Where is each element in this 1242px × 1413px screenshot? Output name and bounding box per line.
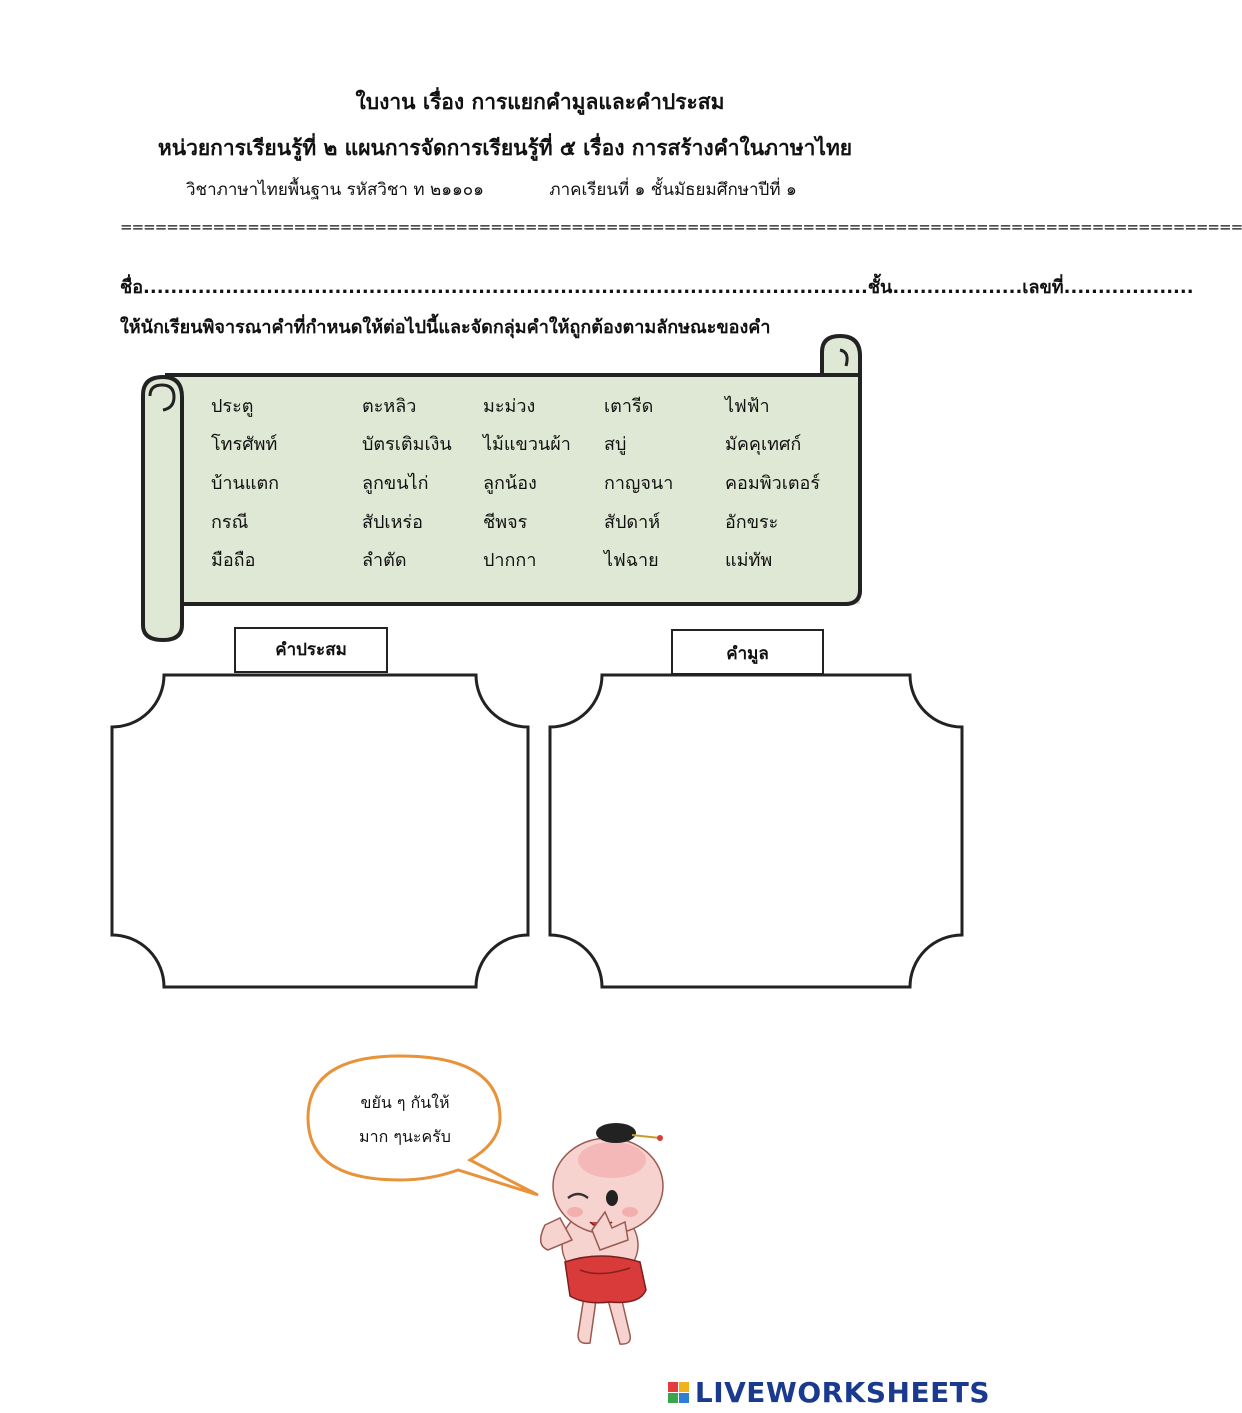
- course-code: วิชาภาษาไทยพื้นฐาน รหัสวิชา ท ๒๑๑๐๑: [186, 180, 484, 200]
- word-item: มือถือ: [211, 550, 256, 571]
- divider-line: =================================================================================================: [120, 218, 1242, 236]
- word-item: อักขระ: [725, 512, 779, 533]
- word-item: สัปดาห์: [604, 512, 661, 533]
- speech-line-1: ขยัน ๆ กันให้: [360, 1093, 450, 1112]
- word-item: ประตู: [211, 396, 254, 417]
- word-item: ปากกา: [483, 550, 537, 571]
- instruction-text: ให้นักเรียนพิจารณาคำที่กำหนดให้ต่อไปนี้และจัดกลุ่มคำให้ถูกต้องตามลักษณะของคำ: [120, 317, 771, 338]
- word-item: มะม่วง: [483, 396, 536, 417]
- word-item: ไฟฉาย: [604, 550, 659, 571]
- student-info-line: ชื่อ..........................................................................................................ชั้น...................เลขที่...................: [120, 277, 1194, 298]
- word-item: ตะหลิว: [362, 396, 417, 417]
- word-item: บัตรเติมเงิน: [362, 434, 452, 455]
- word-item: สัปเหร่อ: [362, 512, 423, 533]
- worksheet-subtitle: หน่วยการเรียนรู้ที่ ๒ แผนการจัดการเรียนรู้ที่ ๕ เรื่อง การสร้างคำในภาษาไทย: [157, 136, 853, 160]
- word-item: กรณี: [211, 512, 249, 533]
- word-item: ไฟฟ้า: [725, 396, 770, 417]
- speech-line-2: มาก ๆนะครับ: [359, 1127, 451, 1146]
- logo-badge-icon: [668, 1382, 689, 1403]
- word-item: โทรศัพท์: [211, 434, 278, 455]
- simple-word-label: คำมูล: [671, 629, 824, 675]
- word-item: ชีพจร: [483, 512, 528, 533]
- liveworksheets-logo: [668, 1376, 990, 1409]
- word-item: กาญจนา: [604, 473, 674, 494]
- word-item: ไม้แขวนผ้า: [483, 434, 571, 455]
- word-item: ลำตัด: [362, 550, 407, 571]
- compound-word-label: คำประสม: [234, 627, 388, 673]
- worksheet-title: ใบงาน เรื่อง การแยกคำมูลและคำประสม: [355, 90, 725, 114]
- term-info: ภาคเรียนที่ ๑ ชั้นมัธยมศึกษาปีที่ ๑: [549, 180, 797, 200]
- word-item: บ้านแตก: [211, 473, 280, 494]
- word-item: สบู่: [604, 434, 627, 455]
- word-item: มัคคุเทศก์: [725, 434, 802, 455]
- word-item: เตารีด: [604, 396, 654, 417]
- word-item: ลูกขนไก่: [362, 473, 429, 494]
- speech-bubble-text: [330, 1086, 480, 1154]
- word-item: ลูกน้อง: [483, 473, 537, 494]
- compound-answer-box: [112, 675, 528, 987]
- word-item: แม่ทัพ: [725, 550, 773, 571]
- logo-text: LIVEWORKSHEETS: [694, 1376, 990, 1409]
- simple-answer-box: [550, 675, 962, 987]
- cartoon-boy-illustration: [541, 1123, 663, 1344]
- word-item: คอมพิวเตอร์: [725, 473, 821, 494]
